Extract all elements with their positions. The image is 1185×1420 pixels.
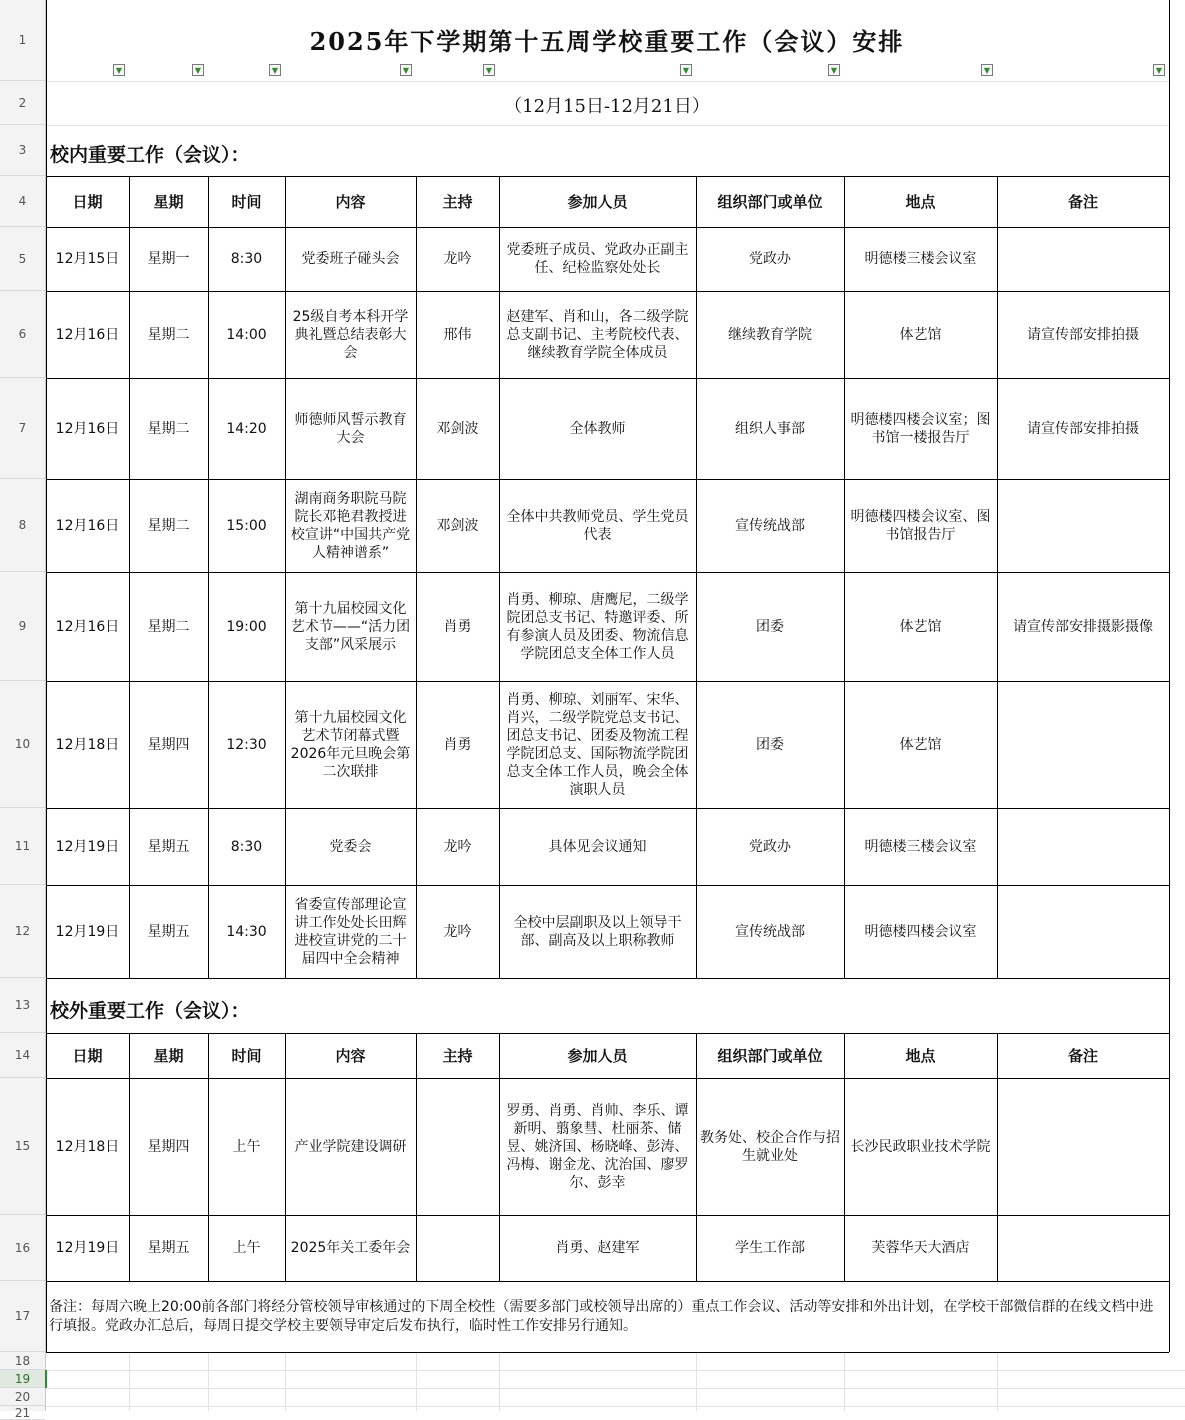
filter-dropdown-button[interactable] xyxy=(113,64,125,76)
filter-dropdown-button[interactable] xyxy=(400,64,412,76)
cell-date[interactable]: 12月19日 xyxy=(55,1240,120,1256)
cell-host[interactable]: 邓剑波 xyxy=(436,517,479,534)
header-content[interactable]: 内容 xyxy=(335,192,366,211)
filter-dropdown-button[interactable] xyxy=(1153,64,1165,76)
gridline xyxy=(208,1352,209,1411)
cell-location[interactable]: 明德楼四楼会议室；图书馆一楼报告厅 xyxy=(850,411,991,446)
gridline xyxy=(997,1352,998,1411)
sheet-title: 2025年下学期第十五周学校重要工作（会议）安排 xyxy=(309,27,905,56)
cell-organizer[interactable]: 党政办 xyxy=(749,251,791,267)
row-number[interactable]: 5 xyxy=(0,227,45,291)
row-number[interactable]: 14 xyxy=(0,1033,45,1078)
gridline xyxy=(1169,176,1170,978)
filter-dropdown-button[interactable] xyxy=(828,64,840,76)
cell-weekday[interactable]: 星期五 xyxy=(147,1240,190,1256)
filter-dropdown-button[interactable] xyxy=(483,64,495,76)
header-weekday[interactable]: 星期 xyxy=(153,192,184,211)
filter-dropdown-button[interactable] xyxy=(269,64,281,76)
row-number[interactable]: 20 xyxy=(0,1388,45,1406)
gridline xyxy=(46,1352,1169,1353)
cell-weekday[interactable]: 星期二 xyxy=(147,326,190,343)
cell-organizer[interactable]: 党政办 xyxy=(749,838,791,855)
cell-organizer[interactable]: 宣传统战部 xyxy=(735,923,805,940)
row-number[interactable]: 11 xyxy=(0,808,45,885)
footer-note: 备注：每周六晚上20:00前各部门将经分管校领导审核通过的下周全校性（需要多部门或校领导出席的）重点工作会议、活动等安排和外出计划，在学校干部微信群的在线文档中进行填报。党政办汇总后，每周日提交学校主要领导审定后发布执行，临时性工作安排另行通知。 xyxy=(49,1299,1154,1334)
cell-date[interactable]: 12月16日 xyxy=(55,420,120,437)
cell-organizer[interactable]: 团委 xyxy=(756,618,784,635)
cell-remark[interactable] xyxy=(997,885,1169,978)
cell-remark[interactable] xyxy=(997,1215,1169,1281)
gridline xyxy=(499,1352,500,1411)
row-number[interactable]: 2 xyxy=(0,81,45,125)
header-content[interactable]: 内容 xyxy=(335,1046,366,1065)
row-number[interactable]: 12 xyxy=(0,885,45,978)
cell-organizer[interactable]: 继续教育学院 xyxy=(728,326,812,343)
cell-content[interactable]: 湖南商务职院马院院长邓艳君教授进校宣讲“中国共产党人精神谱系” xyxy=(290,490,411,561)
header-host[interactable]: 主持 xyxy=(442,1046,473,1065)
gridline xyxy=(416,1352,417,1411)
cell-date[interactable]: 12月16日 xyxy=(55,326,120,343)
cell-location[interactable]: 体艺馆 xyxy=(899,326,942,343)
cell-participants[interactable]: 肖勇、柳琼、唐鹰尼，二级学院团总支书记、特邀评委、所有参演人员及团委、物流信息学院团总支全体工作人员 xyxy=(506,591,689,662)
cell-location[interactable]: 明德楼四楼会议室、图书馆报告厅 xyxy=(850,508,991,543)
cell-location[interactable]: 长沙民政职业技术学院 xyxy=(850,1138,991,1155)
gridline xyxy=(46,1388,1185,1389)
cell-participants[interactable]: 全校中层副职及以上领导干部、副高及以上职称教师 xyxy=(513,914,682,949)
cell-date[interactable]: 12月15日 xyxy=(55,251,120,267)
chevron-down-icon: ▼ xyxy=(830,65,838,75)
cell-remark[interactable] xyxy=(997,808,1169,885)
cell-participants[interactable]: 罗勇、肖勇、肖帅、李乐、谭新明、翦象彗、杜丽茶、储昱、姚济国、杨晓峰、彭涛、冯梅、谢金龙、沈治国、廖罗尔、彭幸 xyxy=(506,1102,689,1191)
chevron-down-icon: ▼ xyxy=(194,65,202,75)
cell-weekday[interactable]: 星期二 xyxy=(147,420,190,437)
row-number[interactable]: 21 xyxy=(0,1406,45,1420)
cell-remark[interactable]: 请宣传部安排拍摄 xyxy=(1027,326,1139,343)
gridline xyxy=(1169,1033,1170,1281)
cell-remark[interactable]: 请宣传部安排摄影摄像 xyxy=(1013,618,1153,635)
cell-organizer[interactable]: 团委 xyxy=(756,736,784,753)
header-remark[interactable]: 备注 xyxy=(1067,1046,1098,1065)
cell-organizer[interactable]: 教务处、校企合作与招生就业处 xyxy=(700,1129,840,1164)
cell-host[interactable]: 肖勇 xyxy=(443,736,472,753)
cell-remark[interactable] xyxy=(997,227,1169,291)
header-participants[interactable]: 参加人员 xyxy=(567,192,628,211)
gridline xyxy=(46,978,1169,979)
cell-time[interactable]: 上午 xyxy=(232,1240,261,1256)
header-remark[interactable]: 备注 xyxy=(1067,192,1098,211)
cell-location[interactable]: 芙蓉华天大酒店 xyxy=(871,1240,970,1256)
header-organizer[interactable]: 组织部门或单位 xyxy=(717,1046,823,1065)
chevron-down-icon: ▼ xyxy=(485,65,493,75)
cell-weekday[interactable]: 星期二 xyxy=(147,517,190,534)
cell-location[interactable]: 明德楼三楼会议室 xyxy=(864,838,977,855)
active-cell-indicator xyxy=(45,1370,47,1388)
cell-time[interactable]: 8:30 xyxy=(230,838,263,855)
section-external-title: 校外重要工作（会议）： xyxy=(50,1000,250,1022)
cell-participants[interactable]: 肖勇、柳琼、刘丽军、宋华、肖兴，二级学院党总支书记、团总支书记、团委及物流工程学院团总支、国际物流学院团总支全体工作人员，晚会全体演职人员 xyxy=(506,691,689,798)
cell-date[interactable]: 12月19日 xyxy=(55,838,120,855)
row-number[interactable]: 16 xyxy=(0,1215,45,1281)
cell-remark[interactable]: 请宣传部安排拍摄 xyxy=(1027,420,1139,437)
cell-host[interactable] xyxy=(416,1215,499,1281)
cell-participants[interactable]: 肖勇、赵建军 xyxy=(555,1240,640,1256)
gridline xyxy=(844,1352,845,1411)
gridline xyxy=(46,81,1169,82)
cell-content[interactable]: 党委会 xyxy=(329,838,372,855)
cell-host[interactable]: 龙吟 xyxy=(443,838,472,855)
cell-time[interactable]: 8:30 xyxy=(230,251,263,267)
cell-participants[interactable]: 具体见会议通知 xyxy=(548,838,647,855)
row-number[interactable]: 6 xyxy=(0,291,45,378)
gridline xyxy=(46,1281,1169,1282)
header-time[interactable]: 时间 xyxy=(231,192,262,211)
cell-content[interactable]: 产业学院建设调研 xyxy=(294,1138,407,1155)
cell-participants[interactable]: 全体教师 xyxy=(569,420,626,437)
cell-content[interactable]: 省委宣传部理论宣讲工作处处长田辉进校宣讲党的二十届四中全会精神 xyxy=(294,896,407,967)
cell-time[interactable]: 15:00 xyxy=(226,517,267,534)
cell-participants[interactable]: 赵建军、肖和山，各二级学院总支副书记、主考院校代表、继续教育学院全体成员 xyxy=(506,308,689,361)
row-number[interactable]: 10 xyxy=(0,681,45,808)
gridline xyxy=(46,1406,1185,1407)
chevron-down-icon: ▼ xyxy=(271,65,279,75)
row-number[interactable]: 8 xyxy=(0,479,45,572)
filter-dropdown-button[interactable] xyxy=(192,64,204,76)
chevron-down-icon: ▼ xyxy=(1155,65,1163,75)
cell-participants[interactable]: 党委班子成员、党政办正副主任、纪检监察处处长 xyxy=(506,242,689,276)
cell-location[interactable]: 体艺馆 xyxy=(899,736,942,753)
cell-weekday[interactable]: 星期五 xyxy=(147,838,190,855)
chevron-down-icon: ▼ xyxy=(983,65,991,75)
header-organizer[interactable]: 组织部门或单位 xyxy=(717,192,823,211)
cell-host[interactable]: 龙吟 xyxy=(443,923,472,940)
cell-content[interactable]: 25级自考本科开学典礼暨总结表彰大会 xyxy=(292,308,409,361)
header-host[interactable]: 主持 xyxy=(442,192,473,211)
cell-location[interactable]: 明德楼四楼会议室 xyxy=(864,923,977,940)
filter-dropdown-button[interactable] xyxy=(981,64,993,76)
row-number[interactable]: 19 xyxy=(0,1370,45,1388)
section-internal-title: 校内重要工作（会议）： xyxy=(50,144,250,166)
cell-host[interactable]: 肖勇 xyxy=(443,618,472,635)
cell-time[interactable]: 上午 xyxy=(232,1138,261,1155)
cell-time[interactable]: 14:30 xyxy=(226,923,267,940)
cell-date[interactable]: 12月18日 xyxy=(55,736,120,753)
gridline xyxy=(285,1352,286,1411)
row-number[interactable]: 13 xyxy=(0,978,45,1033)
row-number[interactable]: 15 xyxy=(0,1078,45,1215)
cell-date[interactable]: 12月19日 xyxy=(55,923,120,940)
row-number[interactable]: 17 xyxy=(0,1281,45,1352)
cell-time[interactable]: 19:00 xyxy=(226,618,267,635)
cell-location[interactable]: 体艺馆 xyxy=(899,618,942,635)
cell-weekday[interactable]: 星期一 xyxy=(147,251,190,267)
cell-location[interactable]: 明德楼三楼会议室 xyxy=(864,251,977,267)
cell-time[interactable]: 12:30 xyxy=(226,736,267,753)
header-date[interactable]: 日期 xyxy=(72,1046,103,1065)
header-location[interactable]: 地点 xyxy=(905,1046,936,1065)
cell-organizer[interactable]: 组织人事部 xyxy=(735,420,805,437)
chevron-down-icon: ▼ xyxy=(682,65,690,75)
date-range: （12月15日-12月21日） xyxy=(504,96,710,117)
header-time[interactable]: 时间 xyxy=(231,1046,262,1065)
chevron-down-icon: ▼ xyxy=(402,65,410,75)
chevron-down-icon: ▼ xyxy=(115,65,123,75)
cell-content[interactable]: 党委班子碰头会 xyxy=(301,251,400,267)
gridline xyxy=(46,125,1169,126)
header-date[interactable]: 日期 xyxy=(72,192,103,211)
row-number[interactable]: 18 xyxy=(0,1352,45,1370)
cell-content[interactable]: 第十九届校园文化艺术节闭幕式暨2026年元旦晚会第二次联排 xyxy=(290,709,411,780)
cell-weekday[interactable]: 星期四 xyxy=(147,1138,190,1155)
cell-host[interactable]: 邢伟 xyxy=(443,326,472,343)
cell-host[interactable]: 龙吟 xyxy=(443,251,472,267)
gridline xyxy=(129,1352,130,1411)
cell-content[interactable]: 第十九届校园文化艺术节——“活力团支部”风采展示 xyxy=(290,600,411,653)
cell-time[interactable]: 14:20 xyxy=(226,420,267,437)
header-weekday[interactable]: 星期 xyxy=(153,1046,184,1065)
header-participants[interactable]: 参加人员 xyxy=(567,1046,628,1065)
cell-host[interactable] xyxy=(416,1078,499,1215)
cell-participants[interactable]: 全体中共教师党员、学生党员代表 xyxy=(506,508,689,543)
cell-date[interactable]: 12月18日 xyxy=(55,1138,120,1155)
gridline xyxy=(46,1370,1185,1371)
row-number[interactable]: 7 xyxy=(0,378,45,479)
row-number[interactable]: 3 xyxy=(0,125,45,176)
cell-weekday[interactable]: 星期四 xyxy=(147,736,190,753)
cell-date[interactable]: 12月16日 xyxy=(55,618,120,635)
gridline xyxy=(696,1352,697,1411)
header-location[interactable]: 地点 xyxy=(905,192,936,211)
cell-time[interactable]: 14:00 xyxy=(226,326,267,343)
cell-content[interactable]: 2025年关工委年会 xyxy=(290,1240,411,1256)
cell-content[interactable]: 师德师风誓示教育大会 xyxy=(294,411,407,446)
row-number[interactable]: 9 xyxy=(0,572,45,681)
row-number[interactable]: 4 xyxy=(0,176,45,227)
cell-weekday[interactable]: 星期二 xyxy=(147,618,190,635)
cell-remark[interactable] xyxy=(997,479,1169,572)
filter-dropdown-button[interactable] xyxy=(680,64,692,76)
cell-remark[interactable] xyxy=(997,1078,1169,1215)
cell-weekday[interactable]: 星期五 xyxy=(147,923,190,940)
cell-date[interactable]: 12月16日 xyxy=(55,517,120,534)
cell-host[interactable]: 邓剑波 xyxy=(436,420,479,437)
row-number[interactable]: 1 xyxy=(0,0,45,81)
cell-organizer[interactable]: 学生工作部 xyxy=(735,1240,805,1256)
cell-organizer[interactable]: 宣传统战部 xyxy=(735,517,805,534)
cell-remark[interactable] xyxy=(997,681,1169,808)
